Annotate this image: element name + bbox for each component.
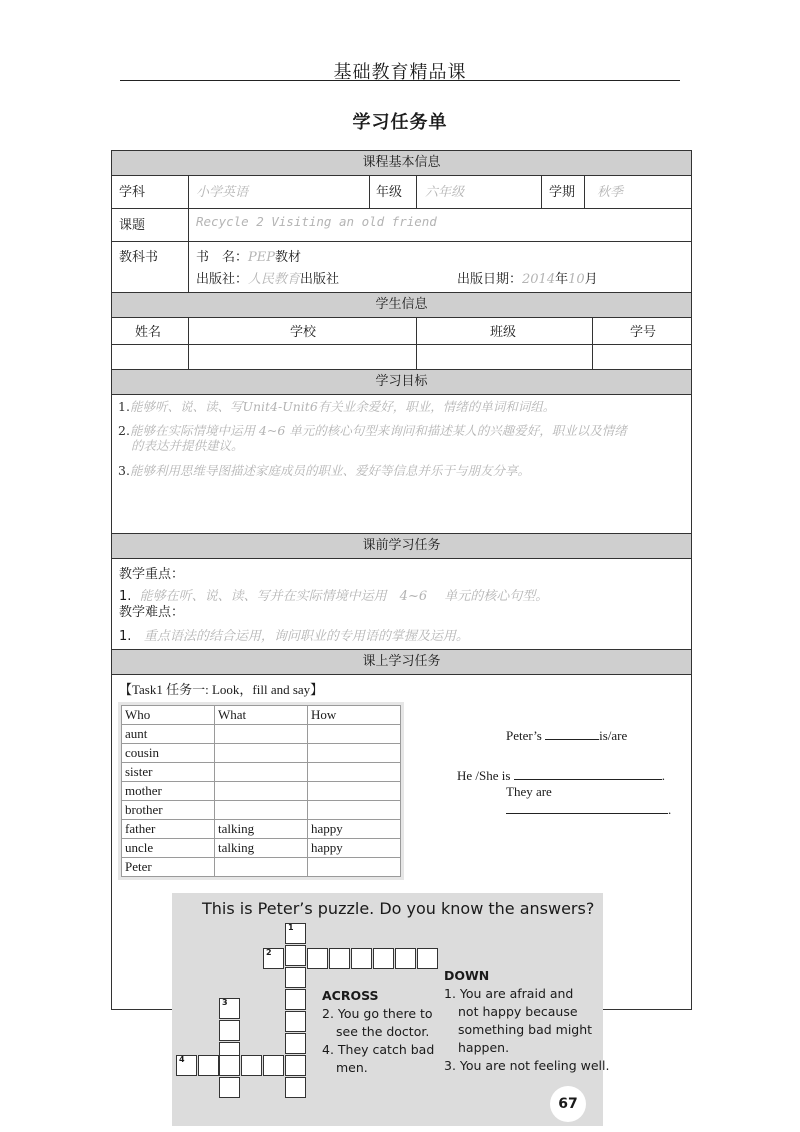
puzzle-square[interactable]: [329, 948, 350, 969]
term-value: 秋季: [597, 185, 624, 200]
goal-text: 能够在实际情境中运用 4~6 单元的核心句型来询问和描述某人的兴趣爱好，职业以及情绪: [129, 423, 627, 438]
puzzle-square[interactable]: [285, 989, 306, 1010]
puzzle-square[interactable]: [373, 948, 394, 969]
student-col-class: 班级: [490, 325, 517, 340]
pub-date: [457, 268, 598, 287]
fill2-blank[interactable]: [514, 767, 662, 780]
goal-item-2: [118, 423, 688, 453]
table-row: [122, 725, 401, 744]
table-row: [122, 820, 401, 839]
table-cell: sister: [122, 763, 215, 782]
table-cell[interactable]: [308, 782, 401, 801]
who-what-how-table: [121, 705, 401, 877]
fill1-blank[interactable]: [545, 727, 599, 740]
section-goals: 学习目标: [111, 369, 692, 395]
subject-value: 小学英语: [196, 185, 249, 200]
clue-line: see the doctor.: [336, 1024, 430, 1039]
clue-line: 4. They catch bad: [322, 1042, 435, 1057]
publisher-suffix: 出版社: [300, 272, 340, 287]
fill3-suffix: .: [668, 802, 672, 817]
fill3-blank[interactable]: [506, 801, 668, 814]
table-row: [122, 782, 401, 801]
table-cell[interactable]: [215, 763, 308, 782]
table-cell: brother: [122, 801, 215, 820]
book-name: [196, 246, 301, 265]
table-cell[interactable]: [308, 763, 401, 782]
difficult-point-label: 教学难点：: [119, 605, 185, 620]
puzzle-square[interactable]: [351, 948, 372, 969]
goal-num: 1.: [118, 399, 130, 414]
col-divider: [541, 176, 542, 208]
table-cell[interactable]: [215, 782, 308, 801]
puzzle-square[interactable]: [285, 967, 306, 988]
clue-line: something bad might: [458, 1022, 593, 1037]
crossword-puzzle: [172, 893, 610, 1126]
puzzle-square[interactable]: [417, 948, 438, 969]
topic-label: 课题: [119, 218, 146, 233]
table-cell[interactable]: [308, 744, 401, 763]
table-cell: cousin: [122, 744, 215, 763]
col-divider: [188, 176, 189, 293]
grade-value: 六年级: [425, 185, 465, 200]
puzzle-square[interactable]: [219, 1020, 240, 1041]
puzzle-square[interactable]: [285, 1033, 306, 1054]
fill-sentence-3: [506, 784, 552, 800]
puzzle-number: 1: [288, 923, 294, 932]
table-row: [122, 763, 401, 782]
section-in-class: 课上学习任务: [111, 649, 692, 675]
goal-text: 能够听、说、读、写Unit4-Unit6有关业余爱好，职业，情绪的单词和词组。: [129, 399, 556, 414]
difficult-point-text: 重点语法的结合运用，询问职业的专用语的掌握及运用。: [143, 629, 469, 644]
goal-item-3: [118, 463, 688, 478]
table-row: [122, 858, 401, 877]
section-course-info: 课程基本信息: [111, 150, 692, 176]
table-cell[interactable]: [215, 744, 308, 763]
fill2-prefix: He /She is: [457, 768, 511, 783]
difficult-point-item: [119, 625, 469, 644]
header-rule: [120, 80, 680, 81]
student-col-school: 学校: [290, 325, 317, 340]
puzzle-number: 4: [179, 1055, 185, 1064]
table-row: [122, 839, 401, 858]
puzzle-square[interactable]: [198, 1055, 219, 1076]
table-header-cell: What: [215, 706, 308, 725]
table-cell[interactable]: [308, 801, 401, 820]
fill2-suffix: .: [661, 768, 665, 783]
clue-line: men.: [336, 1060, 368, 1075]
puzzle-square[interactable]: [176, 1055, 197, 1076]
table-cell: happy: [308, 839, 401, 858]
fill3-prefix: They are: [506, 784, 552, 799]
puzzle-square[interactable]: [219, 1055, 240, 1076]
section-student-info: 学生信息: [111, 292, 692, 318]
puzzle-square[interactable]: [219, 998, 240, 1019]
table-row: [122, 801, 401, 820]
puzzle-square[interactable]: [307, 948, 328, 969]
table-header-row: [122, 706, 401, 725]
pubdate-year-unit: 年: [555, 272, 569, 287]
fill1-prefix: Peter’s: [506, 728, 542, 743]
fill1-suffix: is/are: [599, 728, 628, 743]
table-cell[interactable]: [215, 801, 308, 820]
clue-line: 1. You are afraid and: [444, 986, 574, 1001]
table-cell: Peter: [122, 858, 215, 877]
student-col-name: 姓名: [135, 325, 162, 340]
doc-title: 学习任务单: [352, 112, 448, 133]
term-label: 学期: [549, 185, 576, 200]
row-divider: [111, 208, 692, 209]
goal-text: 能够利用思维导图描述家庭成员的职业、爱好等信息并乐于与朋友分享。: [129, 463, 530, 478]
table-cell: talking: [215, 820, 308, 839]
across-heading: ACROSS: [322, 988, 379, 1003]
page-number-badge: 67: [550, 1086, 586, 1122]
table-cell: happy: [308, 820, 401, 839]
difficult-point-num: 1.: [119, 629, 132, 644]
puzzle-square[interactable]: [263, 1055, 284, 1076]
table-header-cell: Who: [122, 706, 215, 725]
row-divider: [111, 241, 692, 242]
puzzle-number: 3: [222, 998, 228, 1007]
clue-line: 3. You are not feeling well.: [444, 1058, 610, 1073]
pubdate-month: 10: [568, 272, 585, 287]
puzzle-square[interactable]: [219, 1077, 240, 1098]
table-cell[interactable]: [215, 725, 308, 744]
puzzle-square[interactable]: [285, 1077, 306, 1098]
clue-line: not happy because: [458, 1004, 578, 1019]
puzzle-title: This is Peter’s puzzle. Do you know the answers?: [202, 899, 595, 918]
col-divider: [584, 176, 585, 208]
fill-sentence-3-line: [506, 801, 671, 818]
pubdate-year: 2014: [522, 272, 556, 287]
textbook-label: 教科书: [119, 250, 159, 265]
table-cell: talking: [215, 839, 308, 858]
book-name-value: PEP: [248, 250, 275, 265]
section-pre-class: 课前学习任务: [111, 533, 692, 559]
clue-line: 2. You go there to: [322, 1006, 433, 1021]
pubdate-label: 出版日期：: [457, 272, 523, 287]
publisher-label: 出版社：: [196, 272, 249, 287]
goal-num: 3.: [118, 463, 130, 478]
table-cell[interactable]: [215, 858, 308, 877]
puzzle-square[interactable]: [285, 923, 306, 944]
puzzle-down-clues: [444, 967, 609, 1075]
goal-item-1: [118, 399, 688, 414]
fill-sentence-1: [506, 727, 627, 744]
row-divider: [111, 344, 692, 345]
puzzle-square[interactable]: [241, 1055, 262, 1076]
puzzle-square[interactable]: [285, 945, 306, 966]
puzzle-number: 2: [266, 948, 272, 957]
student-col-number: 学号: [630, 325, 657, 340]
header-title: 基础教育精品课: [333, 62, 467, 83]
table-cell: mother: [122, 782, 215, 801]
puzzle-square[interactable]: [285, 1055, 306, 1076]
table-cell: uncle: [122, 839, 215, 858]
goal-num: 2.: [118, 423, 130, 438]
key-point-label: 教学重点：: [119, 567, 185, 582]
task1-label: 【Task1 任务一: Look，fill and say】: [119, 682, 324, 697]
book-name-label: 书 名：: [196, 250, 249, 265]
topic-value: Recycle 2 Visiting an old friend: [196, 214, 437, 229]
puzzle-square[interactable]: [285, 1011, 306, 1032]
fill-sentence-2: [457, 767, 665, 784]
puzzle-across-clues: [322, 987, 434, 1077]
pubdate-month-unit: 月: [584, 272, 598, 287]
puzzle-square[interactable]: [263, 948, 284, 969]
goal-text-cont: 的表达并提供建议。: [131, 438, 244, 453]
subject-label: 学科: [119, 185, 146, 200]
puzzle-square[interactable]: [395, 948, 416, 969]
table-header-cell: How: [308, 706, 401, 725]
key-point-num: 1.: [119, 589, 132, 604]
table-cell[interactable]: [308, 725, 401, 744]
grade-label: 年级: [376, 185, 403, 200]
publisher: [196, 268, 339, 287]
table-row: [122, 744, 401, 763]
col-divider: [369, 176, 370, 208]
key-point-text: 能够在听、说、读、写并在实际情境中运用 4~6 单元的核心句型。: [139, 589, 549, 604]
col-divider: [416, 176, 417, 208]
publisher-value: 人民教育: [248, 272, 301, 287]
table-cell: aunt: [122, 725, 215, 744]
down-heading: DOWN: [444, 968, 490, 983]
table-cell: father: [122, 820, 215, 839]
table-cell[interactable]: [308, 858, 401, 877]
book-name-suffix: 教材: [275, 250, 302, 265]
clue-line: happen.: [458, 1040, 510, 1055]
